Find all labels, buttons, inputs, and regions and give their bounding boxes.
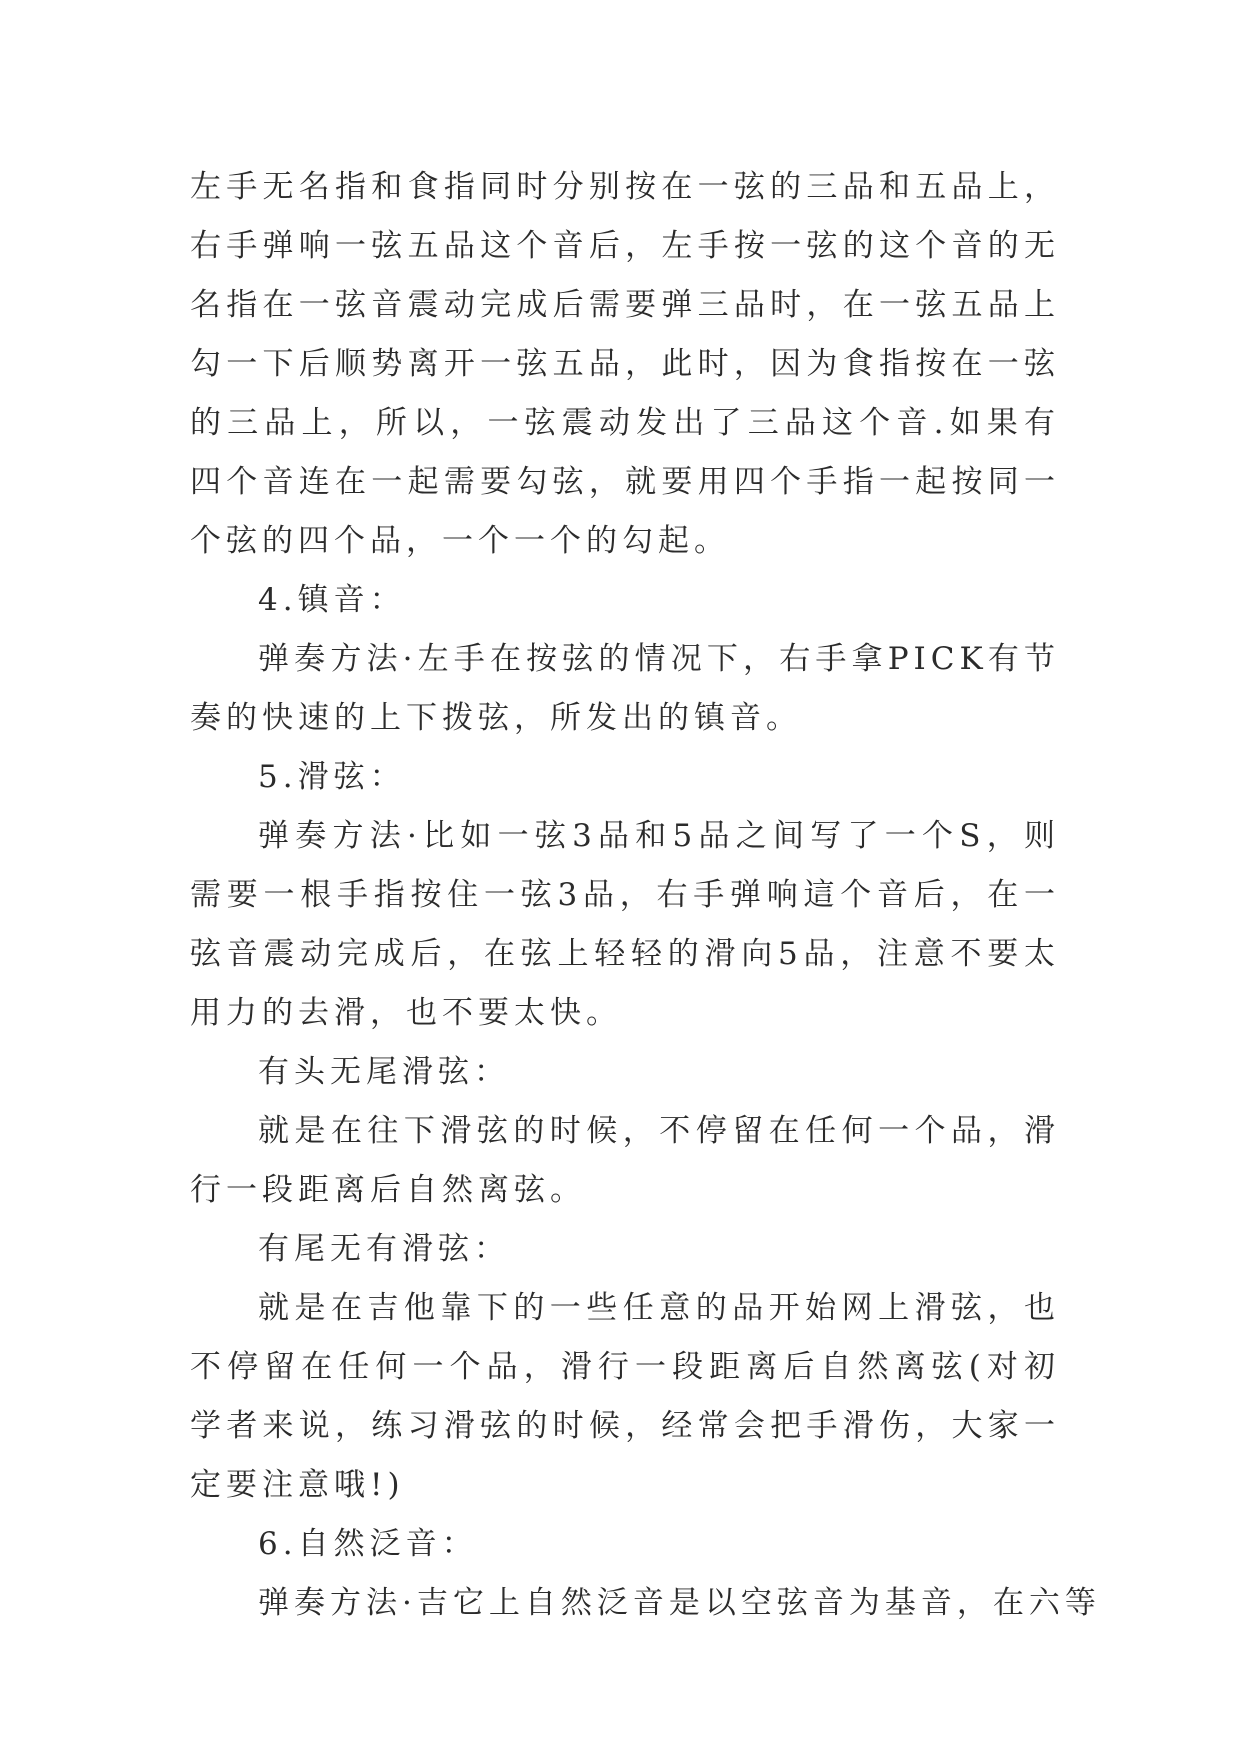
heading-tremolo: 4.镇音：: [258, 582, 406, 618]
heading-slide: 5.滑弦：: [258, 759, 406, 795]
paragraph-natural-harmonics-method: 弹奏方法·吉它上自然泛音是以空弦音为基音，在六等: [258, 1585, 1101, 1621]
paragraph-slide-method: 弹奏方法·比如一弦3品和5品之间写了一个S，则需要一根手指按住一弦3品，右手弹响這个音后，在一弦音震动完成后，在弦上轻轻的滑向5品，注意不要太用力的去滑，也不要太快。: [190, 818, 1060, 1031]
paragraph-slide-in: 就是在吉他靠下的一些任意的品开始网上滑弦，也不停留在任何一个品，滑行一段距离后自然离弦(对初学者来说，练习滑弦的时候，经常会把手滑伤，大家一定要注意哦!): [190, 1290, 1060, 1503]
paragraph-slide-out: 就是在往下滑弦的时候，不停留在任何一个品，滑行一段距离后自然离弦。: [190, 1113, 1060, 1208]
heading-slide-out: 有头无尾滑弦：: [258, 1054, 510, 1090]
heading-slide-in: 有尾无有滑弦：: [258, 1231, 510, 1267]
paragraph-hammer-pull-description: 左手无名指和食指同时分别按在一弦的三品和五品上，右手弹响一弦五品这个音后，左手按一弦的这个音的无名指在一弦音震动完成后需要弹三品时，在一弦五品上勾一下后顺势离开一弦五品，此时，因为食指按在一弦的三品上，所以，一弦震动发出了三品这个音.如果有四个音连在一起需要勾弦，就要用四个手指一起按同一个弦的四个品，一个一个的勾起。: [190, 169, 1060, 559]
paragraph-tremolo-method: 弹奏方法·左手在按弦的情况下，右手拿PICK有节奏的快速的上下拨弦，所发出的镇音。: [190, 641, 1060, 736]
heading-natural-harmonics: 6.自然泛音：: [258, 1526, 478, 1562]
document-body: [190, 158, 1101, 1633]
